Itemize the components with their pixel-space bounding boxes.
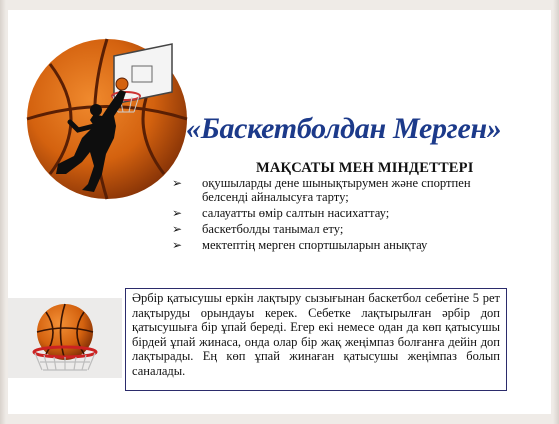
goal-text: мектептің мерген спортшыларын анықтау (202, 238, 428, 252)
bullet-arrow-icon: ➢ (172, 222, 183, 236)
basketball-player-icon (22, 34, 192, 204)
list-item (172, 238, 502, 252)
goals-heading: МАҚСАТЫ МЕН МІНДЕТТЕРІ (256, 160, 474, 176)
rules-textbox: Әрбір қатысушы еркін лақтыру сызығынан баскетбол себетіне 5 рет лақтыруды орындауы керек. Себетке лақтырылған әрбір доп қатысушыға бір ұпай береді. Егер екі немесе одан да көп қатысушы бірдей ұпай жинаса, онда олар бір жақ жеңімпаз болғанға дейін доп лақтырады. Ең көп ұпай жинаған қатысушы жеңімпаз болып саналады. (125, 288, 507, 391)
list-item (172, 222, 502, 236)
basketball-hoop-icon (28, 302, 102, 376)
bullet-arrow-icon: ➢ (172, 238, 183, 252)
goals-list (172, 176, 502, 254)
goal-text: баскетболды танымал ету; (202, 222, 344, 236)
goal-text: оқушыларды дене шынықтырумен және спортпен белсенді айналысуға тарту; (202, 176, 471, 204)
bullet-arrow-icon: ➢ (172, 206, 183, 220)
list-item (172, 206, 502, 220)
goal-text: салауатты өмір салтын насихаттау; (202, 206, 390, 220)
list-item (172, 176, 502, 204)
bullet-arrow-icon: ➢ (172, 176, 183, 190)
page-title: «Баскетболдан Мерген» (186, 112, 502, 145)
